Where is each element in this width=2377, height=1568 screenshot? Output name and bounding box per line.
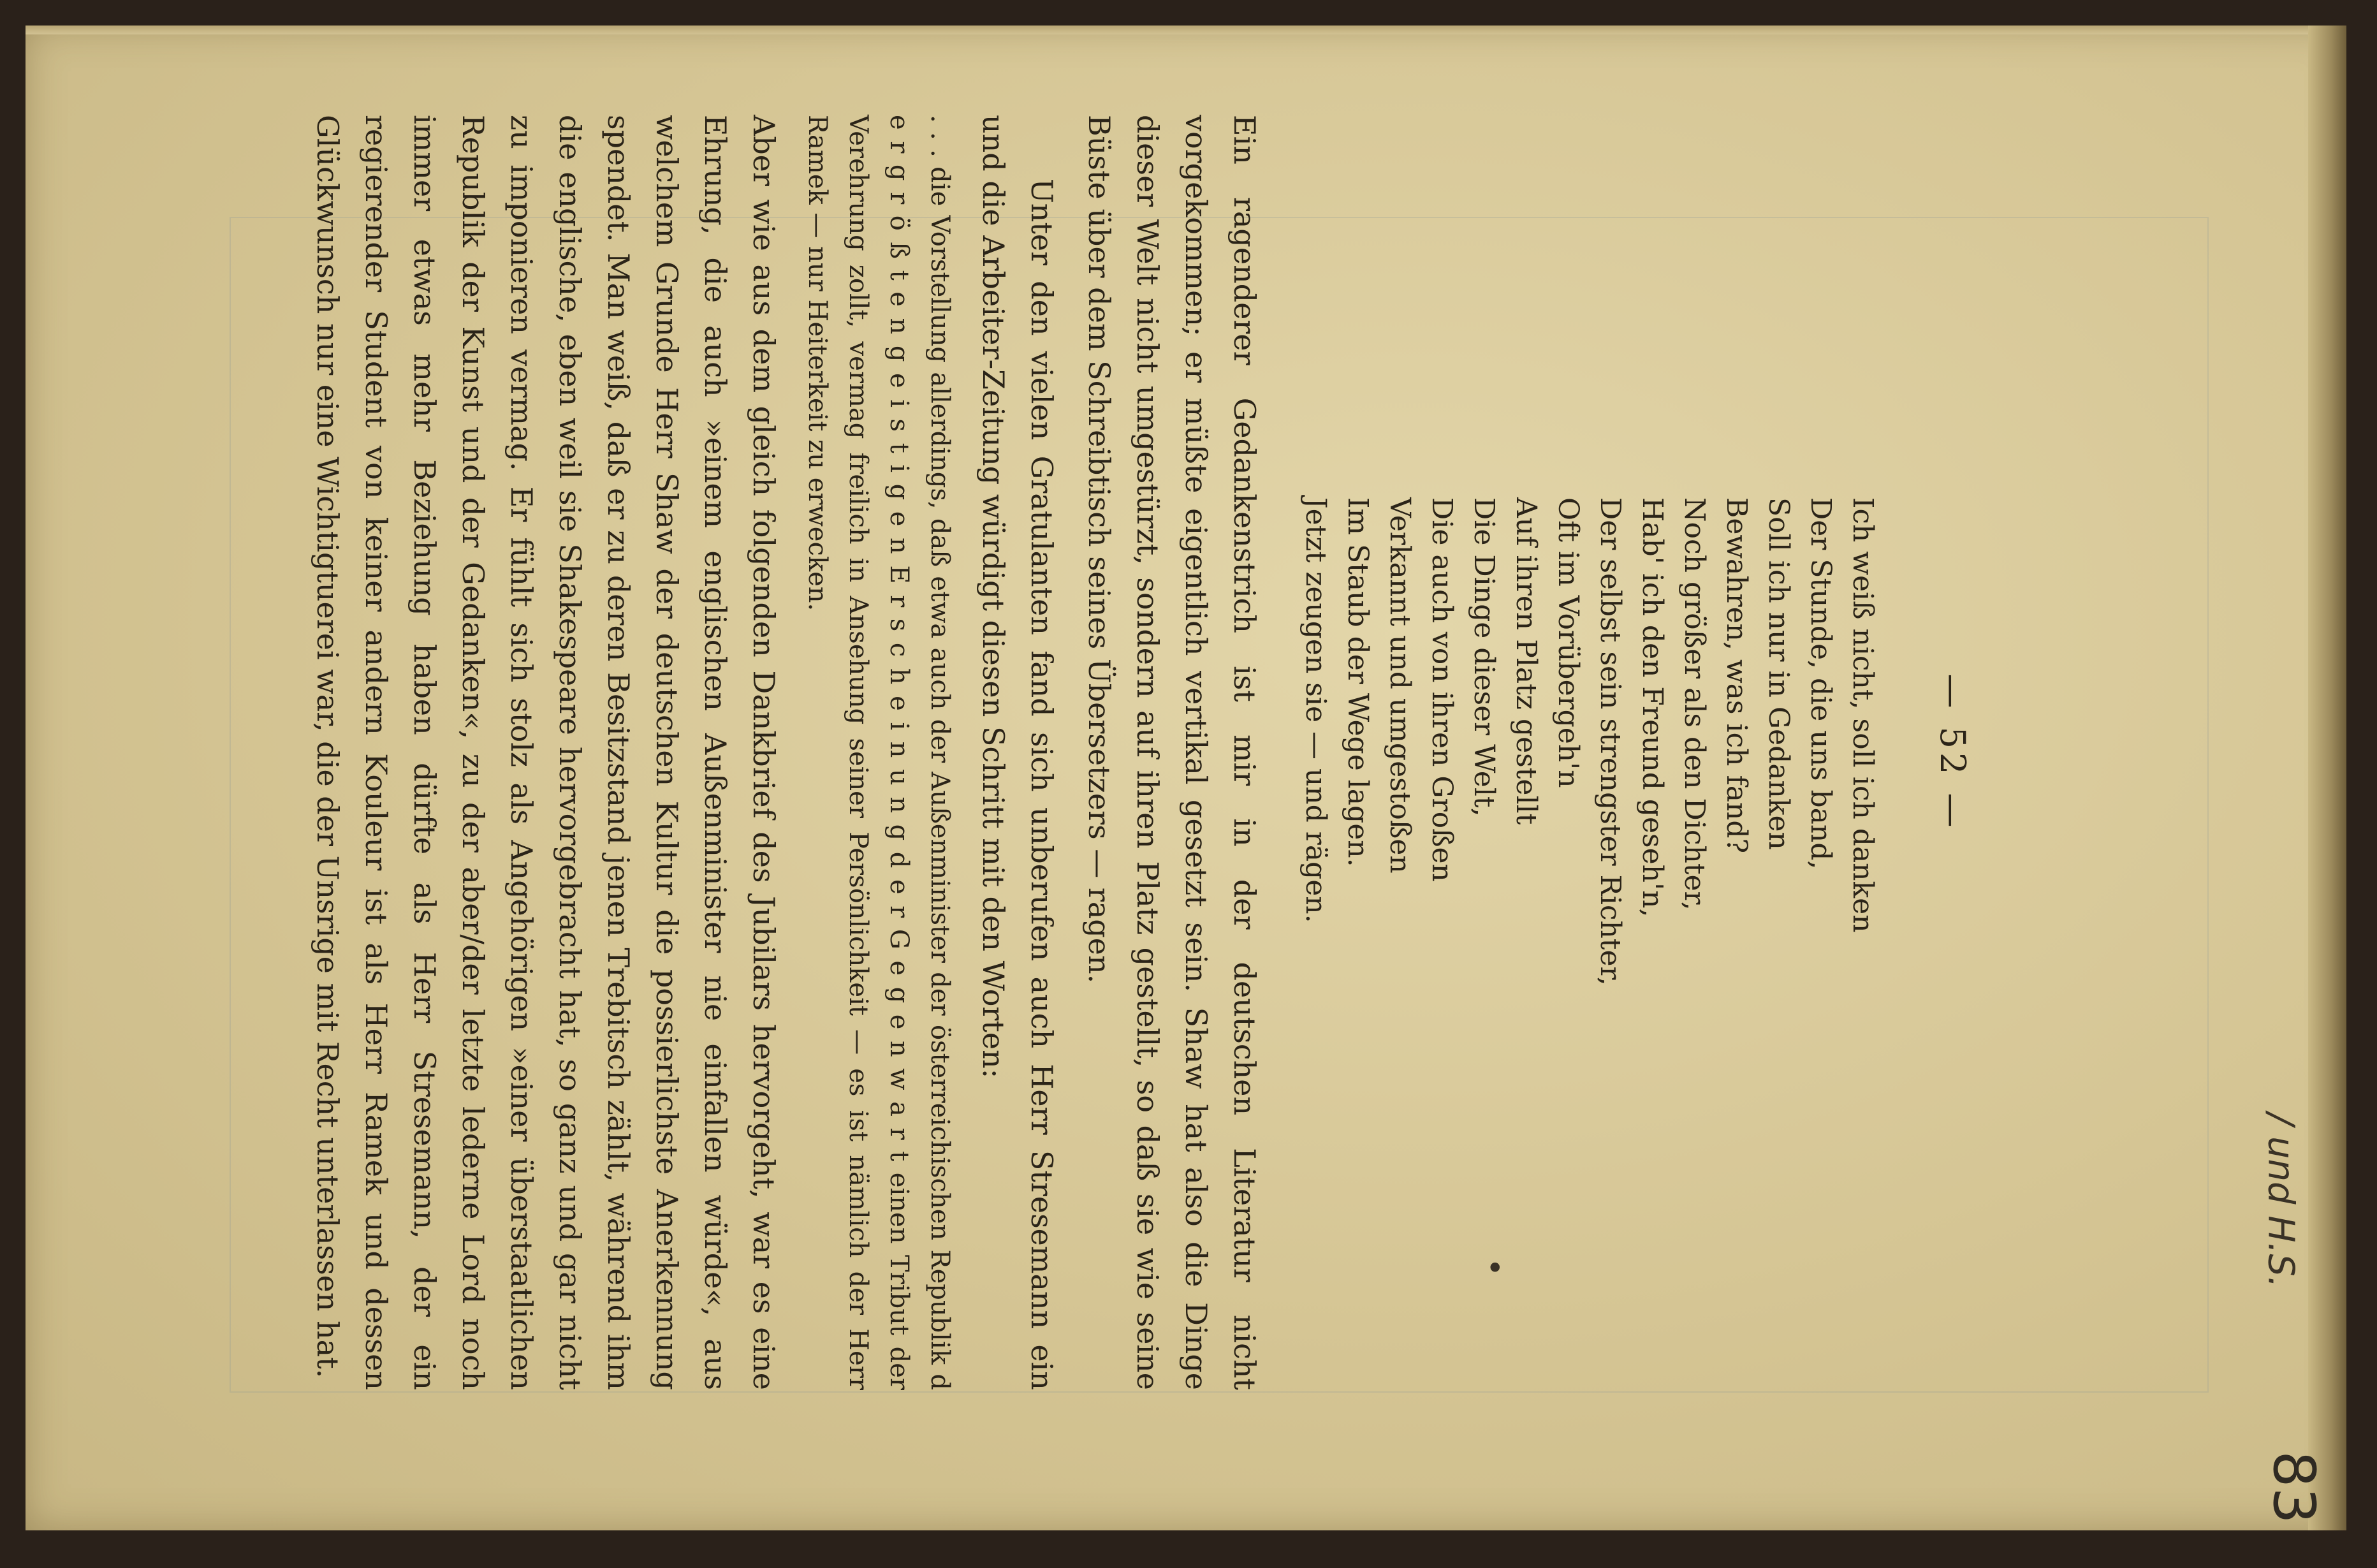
handwritten-annotation: / und H.S. bbox=[2260, 1113, 2302, 1288]
quote-paragraph: . . . die Vorstellung allerdings, daß etwa auch der Außenminister der österreichischen Republik d e r g r ö ß t e n g e i s t i g e n E r s c h e i n u n g d e r G e g e n w a r t einen Tribut der Verehrung zollt, vermag freilich in Ansehung seiner Persönlichkeit — es ist nämlich der Herr Ramek — nur Heiterkeit zu erwecken. bbox=[803, 115, 954, 1390]
poem bbox=[1294, 497, 1883, 1390]
poem-line: Verkannt und umgestoßen bbox=[1384, 497, 1416, 874]
poem-line: Die Dinge dieser Welt, bbox=[1468, 497, 1500, 817]
page-number: — 52 — bbox=[1933, 673, 1973, 832]
poem-line: Noch größer als den Dichter, bbox=[1678, 497, 1711, 911]
rotated-text-block bbox=[311, 115, 1977, 1390]
poem-line: Der Stunde, die uns band, bbox=[1804, 497, 1837, 870]
poem-line: Die auch von ihren Großen bbox=[1426, 497, 1458, 882]
poem-line: Soll ich nur in Gedanken bbox=[1762, 497, 1795, 850]
poem-line: Hab' ich den Freund geseh'n, bbox=[1636, 497, 1669, 918]
poem-line: Der selbst sein strengster Richter, bbox=[1594, 497, 1627, 986]
pencil-mark-icon: • bbox=[1486, 1250, 1505, 1287]
paragraph-3: Aber wie aus dem gleich folgenden Dankbrief des Jubilars hervorgeht, war es eine Ehrung, die auch »einem englischen Außenminister nie einfallen würde«, aus welchem Grunde Herr Shaw der deutschen Kultur die possierlichste Anerkennung spendet. Man weiß, daß er zu deren Besitzstand jenen Trebitsch zählt, während ihm die englische, eben weil sie Shakespeare hervorgebracht hat, so ganz und gar nicht zu imponieren vermag. Er fühlt sich stolz als Angehörigen »einer überstaatlichen Republik der Kunst und der Gedanken«, zu der aber/der letzte lederne Lord noch immer etwas mehr Beziehung haben dürfte als Herr Stresemann, der ein regierender Student von keiner andern Kouleur ist als Herr Ramek und dessen Glückwunsch nur eine Wichtigtuerei war, die der Unsrige mit Recht unterlassen hat. bbox=[311, 115, 781, 1390]
paragraph-2: Unter den vielen Gratulanten fand sich unberufen auch Herr Stresemann ein und die Arbeiter-Zeitung würdigt diesen Schritt mit den Worten: bbox=[976, 115, 1059, 1390]
poem-line: Oft im Vorübergeh'n bbox=[1552, 497, 1584, 788]
poem-line: Ich weiß nicht, soll ich danken bbox=[1847, 497, 1879, 933]
book-spine bbox=[2308, 26, 2346, 1530]
poem-line: Im Staub der Wege lagen. bbox=[1342, 497, 1374, 867]
poem-line: Jetzt zeugen sie — und rägen. bbox=[1299, 497, 1332, 923]
page-top-edge bbox=[26, 26, 2346, 34]
paragraph-1: Ein ragenderer Gedankenstrich ist mir in der deutschen Literatur nicht vorgekommen; er müßte eigentlich vertikal gesetzt sein. Shaw hat also die Dinge dieser Welt nicht umgestürzt, sondern auf ihren Platz gestellt, so daß sie wie seine Büste über dem Schreibtisch seines Übersetzers — ragen. bbox=[1082, 115, 1262, 1390]
poem-line: Bewahren, was ich fand? bbox=[1720, 497, 1753, 854]
archive-page-number: 83 bbox=[2260, 1451, 2327, 1524]
poem-line: Auf ihren Platz gestellt bbox=[1510, 497, 1542, 825]
